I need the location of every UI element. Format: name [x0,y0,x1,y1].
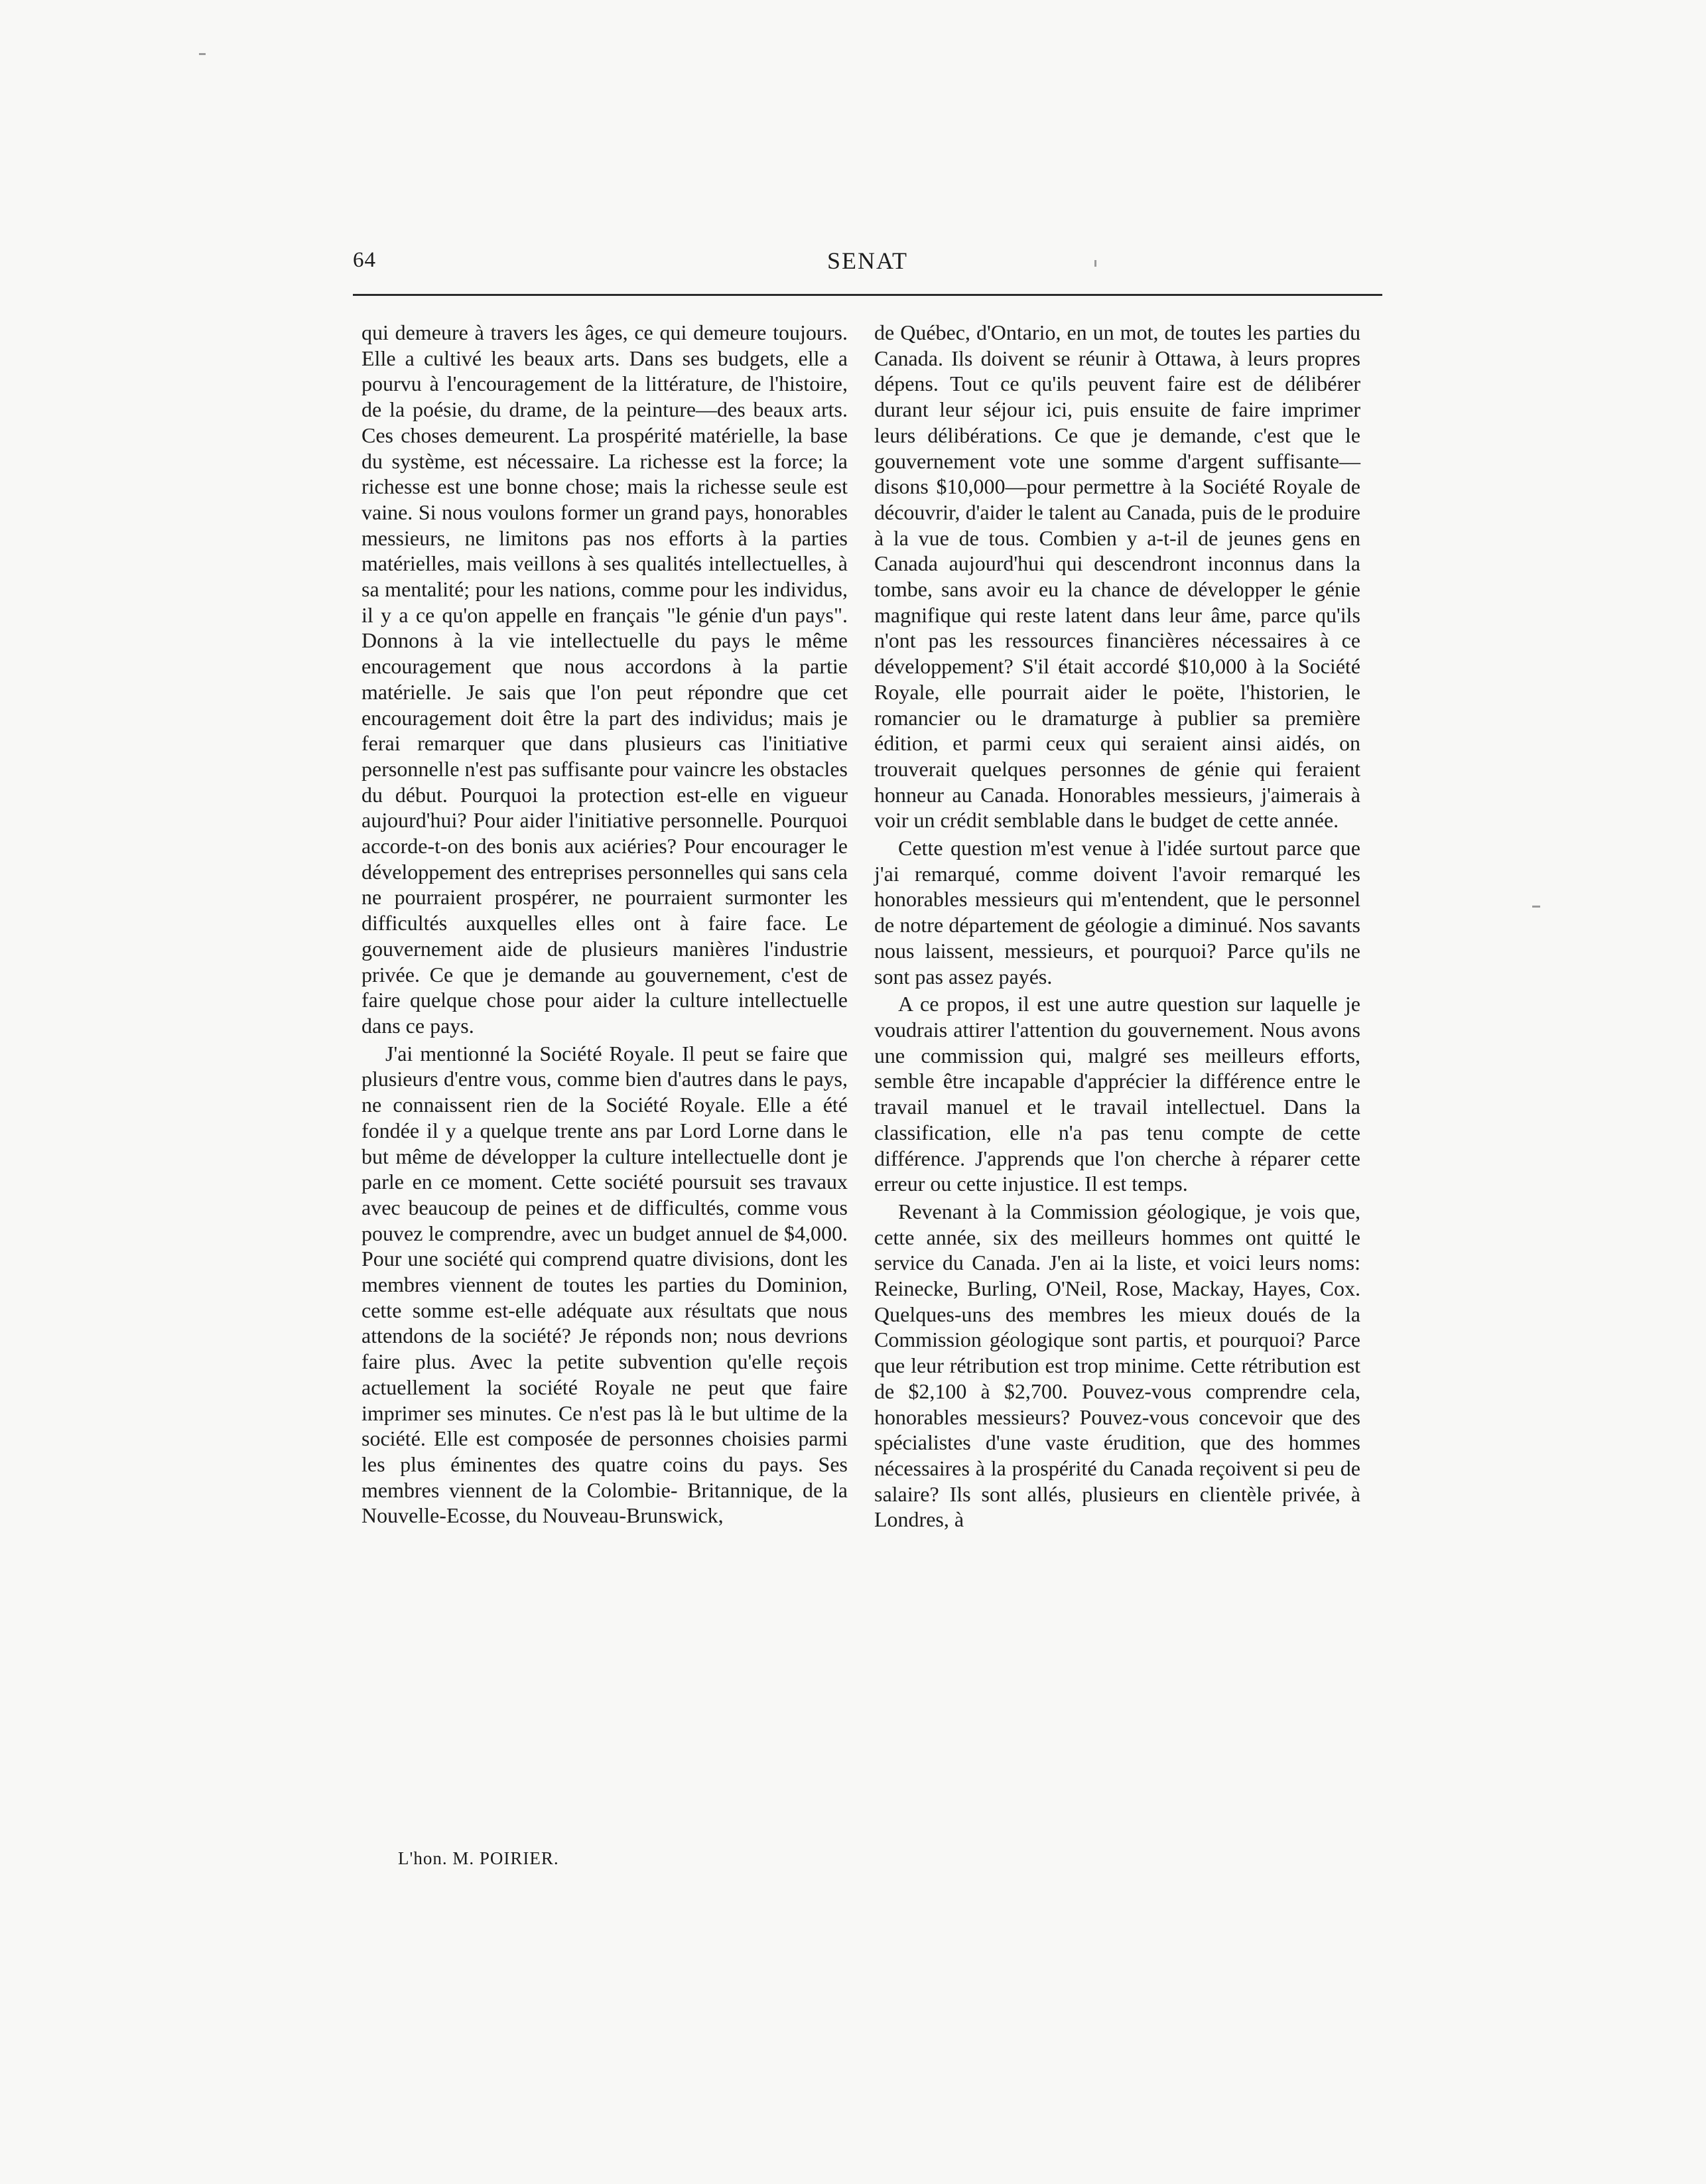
paragraph: de Québec, d'Ontario, en un mot, de toutes les parties du Canada. Ils doivent se réunir à Ottawa, à leurs propres dépens. Tout ce qu'ils peuvent faire est de délibérer durant leur séjour ici, puis ensuite de faire imprimer leurs délibérations. Ce que je demande, c'est que le gouvernement vote une somme d'argent suffisante—disons $10,000—pour permettre à la Société Royale de découvrir, d'aider le talent au Canada, puis de le produire à la vue de tous. Combien y a-t-il de jeunes gens en Canada aujourd'hui qui descendront inconnus dans la tombe, sans avoir eu la chance de développer le génie magnifique qui reste latent dans leur âme, parce qu'ils n'ont pas les ressources financières nécessaires à ce développement? S'il était accordé $10,000 à la Société Royale, elle pourrait aider le poëte, l'historien, le romancier ou le dramaturge à publier sa première édition, et parmi ceux qui seraient ainsi aidés, on trouverait quelques personnes de génie qui feraient honneur au Canada. Honorables messieurs, j'aimerais à voir un crédit semblable dans le budget de cette année. [874,320,1360,833]
paragraph: Revenant à la Commission géologique, je vois que, cette année, six des meilleurs hommes ont quitté le service du Canada. J'en ai la liste, et voici leurs noms: Reinecke, Burling, O'Neil, Rose, Mackay, Hayes, Cox. Quelques-uns des membres les mieux doués de la Commission géologique sont partis, et pourquoi? Parce que leur rétribution est trop minime. Cette rétribution est de $2,100 à $2,700. Pouvez-vous comprendre cela, honorables messieurs? Pouvez-vous concevoir que des spécialistes d'une vaste érudition, que des hommes nécessaires à la prospérité du Canada reçoivent si peu de salaire? Ils sont allés, plusieurs en clientèle privée, à Londres, à [874,1199,1360,1532]
speaker-footer: L'hon. M. POIRIER. [398,1848,559,1868]
left-column [361,320,848,1529]
page-title: SENAT [826,247,908,274]
scan-speck [199,53,206,55]
paragraph: qui demeure à travers les âges, ce qui demeure toujours. Elle a cultivé les beaux arts. Dans ses budgets, elle a pourvu à l'encouragement de la littérature, de l'histoire, de la poésie, du drame, de la peinture—des beaux arts. Ces choses demeurent. La prospérité matérielle, la base du système, est nécessaire. La richesse est la force; la richesse est une bonne chose; mais la richesse seule est vaine. Si nous voulons former un grand pays, honorables messieurs, ne limitons pas nos efforts à la parties matérielles, mais veillons à ses qualités intellectuelles, à sa mentalité; pour les nations, comme pour les individus, il y a ce qu'on appelle en français "le génie d'un pays". Donnons à la vie intellectuelle du pays le même encouragement que nous accordons à la partie matérielle. Je sais que l'on peut répondre que cet encouragement doit être la part des individus; mais je ferai remarquer que dans plusieurs cas l'initiative personnelle n'est pas suffisante pour vaincre les obstacles du début. Pourquoi la protection est-elle en vigueur aujourd'hui? Pour aider l'initiative personnelle. Pourquoi accorde-t-on des bonis aux aciéries? Pour encourager le développement des entreprises personnelles qui sans cela ne pourraient prospérer, ne pourraient surmonter les difficultés auxquelles elles ont à faire face. Le gouvernement aide de plusieurs manières l'industrie privée. Ce que je demande au gouvernement, c'est de faire quelque chose pour aider la culture intellectuelle dans ce pays. [361,320,848,1038]
paragraph: A ce propos, il est une autre question sur laquelle je voudrais attirer l'attention du gouvernement. Nous avons une commission qui, malgré ses meilleurs efforts, semble être incapable d'apprécier la différence entre le travail manuel et le travail intellectuel. Dans la classification, elle n'a pas tenu compte de cette différence. J'apprends que l'on cherche à réparer cette erreur ou cette injustice. Il est temps. [874,992,1360,1196]
scan-speck [1532,906,1540,908]
paragraph: Cette question m'est venue à l'idée surtout parce que j'ai remarqué, comme doivent l'avoir remarqué les honorables messieurs qui m'entendent, que le personnel de notre département de géologie a diminué. Nos savants nous laissent, messieurs, et pourquoi? Parce qu'ils ne sont pas assez payés. [874,836,1360,989]
running-head [353,243,1382,296]
header-rule [353,294,1382,296]
paragraph: J'ai mentionné la Société Royale. Il peut se faire que plusieurs d'entre vous, comme bien d'autres dans le pays, ne connaissent rien de la Société Royale. Elle a été fondée il y a quelque trente ans par Lord Lorne dans le but même de développer la culture intellectuelle dont je parle en ce moment. Cette société poursuit ses travaux avec beaucoup de peines et de difficultés, comme vous pouvez le comprendre, avec un budget annuel de $4,000. Pour une société qui comprend quatre divisions, dont les membres viennent de toutes les parties du Dominion, cette somme est-elle adéquate aux résultats que nous attendons de la société? Je réponds non; nous devrions faire plus. Avec la petite subvention qu'elle reçois actuellement la société Royale ne peut que faire imprimer ses minutes. Ce n'est pas là le but ultime de la société. Elle est composée de personnes choisies parmi les plus éminentes des quatre coins du pays. Ses membres viennent de la Colombie- Britannique, de la Nouvelle-Ecosse, du Nouveau-Brunswick, [361,1041,848,1528]
page-number: 64 [353,248,376,272]
right-column [874,320,1360,1533]
